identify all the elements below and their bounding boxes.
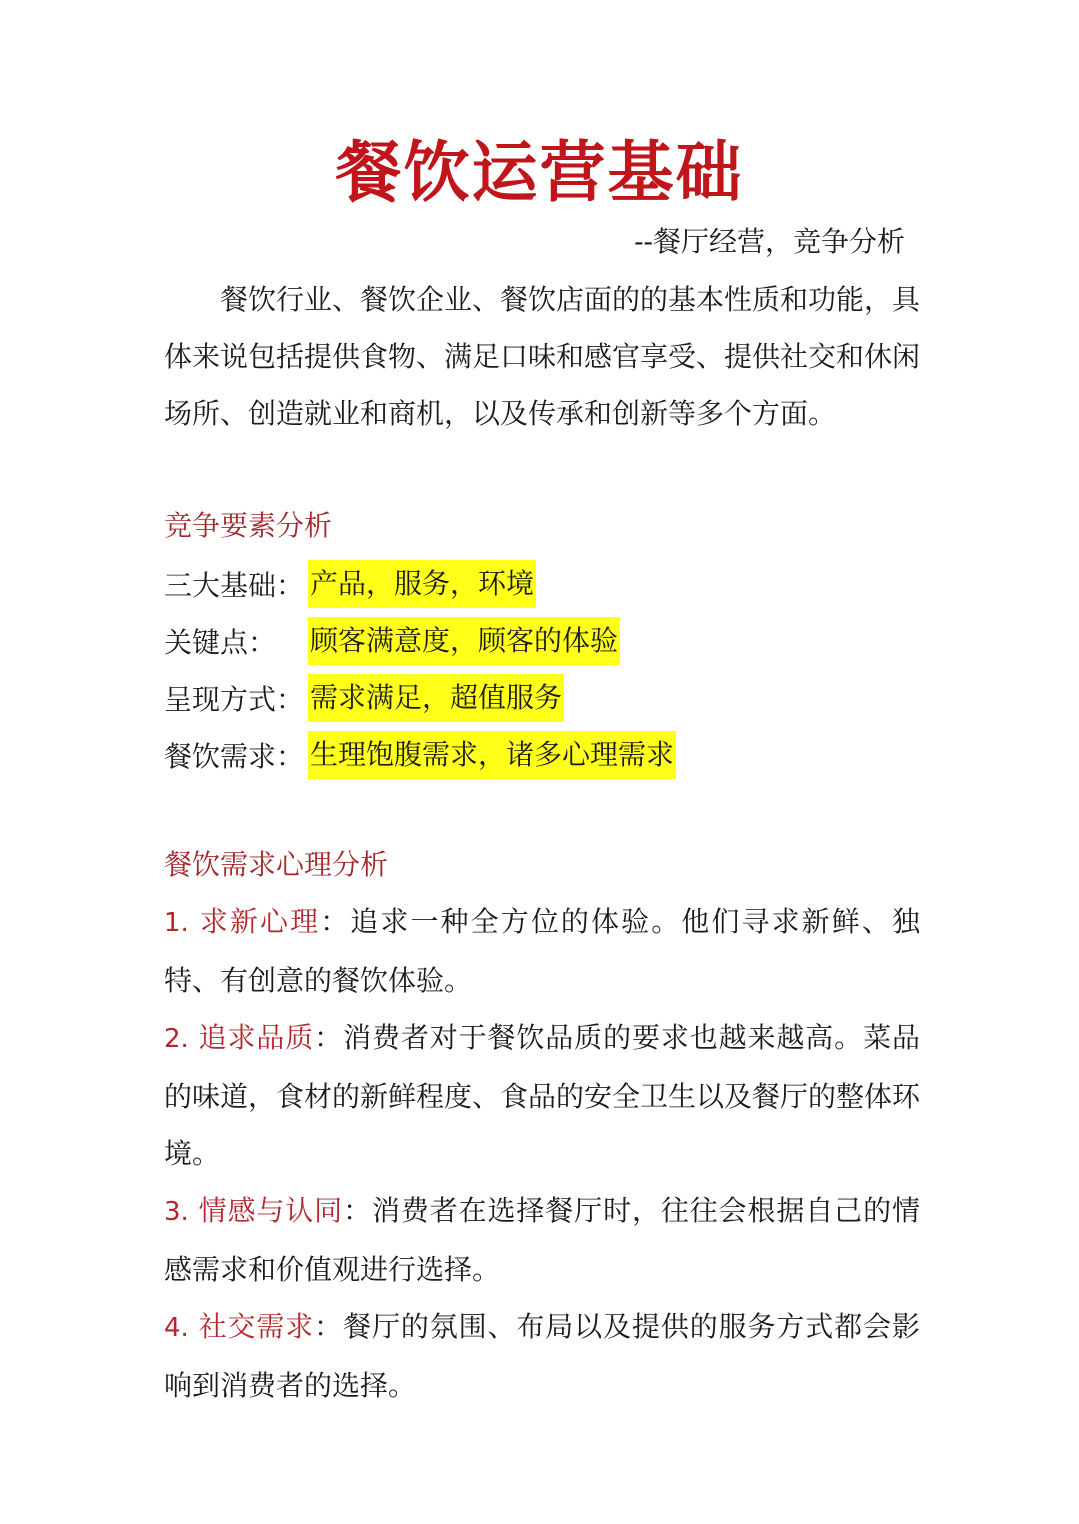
item-number: 4. [164, 1313, 189, 1343]
section-heading-psychology: 餐饮需求心理分析 [164, 848, 389, 881]
item-separator: ： [320, 905, 351, 938]
intro-paragraph [164, 271, 920, 442]
list-item [164, 1182, 920, 1298]
item-text: 追求一种全方位的体验。他们寻求新鲜、独特、有创意的餐饮体验。 [164, 905, 920, 997]
factor-row [164, 726, 924, 783]
item-separator: ： [314, 1021, 344, 1054]
factor-label: 关键点： [164, 625, 277, 659]
item-number: 2. [164, 1024, 189, 1054]
factor-row [164, 669, 924, 726]
factor-value-highlight: 生理饱腹需求，诸多心理需求 [308, 731, 676, 779]
factor-label: 三大基础： [164, 568, 305, 602]
item-term: 社交需求 [198, 1310, 315, 1343]
item-separator: ： [343, 1194, 372, 1227]
page-subtitle: --餐厅经营，竞争分析 [634, 225, 905, 258]
section-heading-competition: 竞争要素分析 [164, 509, 333, 542]
factor-value-highlight: 需求满足，超值服务 [308, 674, 564, 722]
item-term: 求新心理 [199, 905, 321, 938]
item-term: 情感与认同 [198, 1194, 344, 1227]
factor-value-highlight: 产品，服务，环境 [308, 560, 536, 608]
item-text: 餐厅的氛围、布局以及提供的服务方式都会影响到消费者的选择。 [164, 1310, 920, 1402]
intro-text: 餐饮行业、餐饮企业、餐饮店面的的基本性质和功能，具体来说包括提供食物、满足口味和感官享受、提供社交和休闲场所、创造就业和商机，以及传承和创新等多个方面。 [164, 283, 921, 430]
factor-label: 餐饮需求： [164, 739, 305, 773]
item-text: 消费者对于餐饮品质的要求也越来越高。菜品的味道，食材的新鲜程度、食品的安全卫生以及餐厅的整体环境。 [164, 1021, 921, 1170]
competition-factor-list [164, 555, 924, 783]
list-item [164, 1298, 920, 1414]
factor-row [164, 555, 924, 612]
demand-psychology-list [164, 893, 920, 1414]
factor-row [164, 612, 924, 669]
factor-label: 呈现方式： [164, 682, 305, 716]
page-title: 餐饮运营基础 [335, 133, 744, 211]
list-item [164, 893, 920, 1009]
factor-value-highlight: 顾客满意度，顾客的体验 [308, 617, 620, 665]
item-text: 消费者在选择餐厅时，往往会根据自己的情感需求和价值观进行选择。 [164, 1194, 920, 1286]
item-number: 1. [164, 908, 189, 938]
item-separator: ： [314, 1310, 344, 1343]
item-term: 追求品质 [198, 1021, 315, 1054]
list-item [164, 1009, 920, 1182]
item-number: 3. [164, 1197, 189, 1227]
